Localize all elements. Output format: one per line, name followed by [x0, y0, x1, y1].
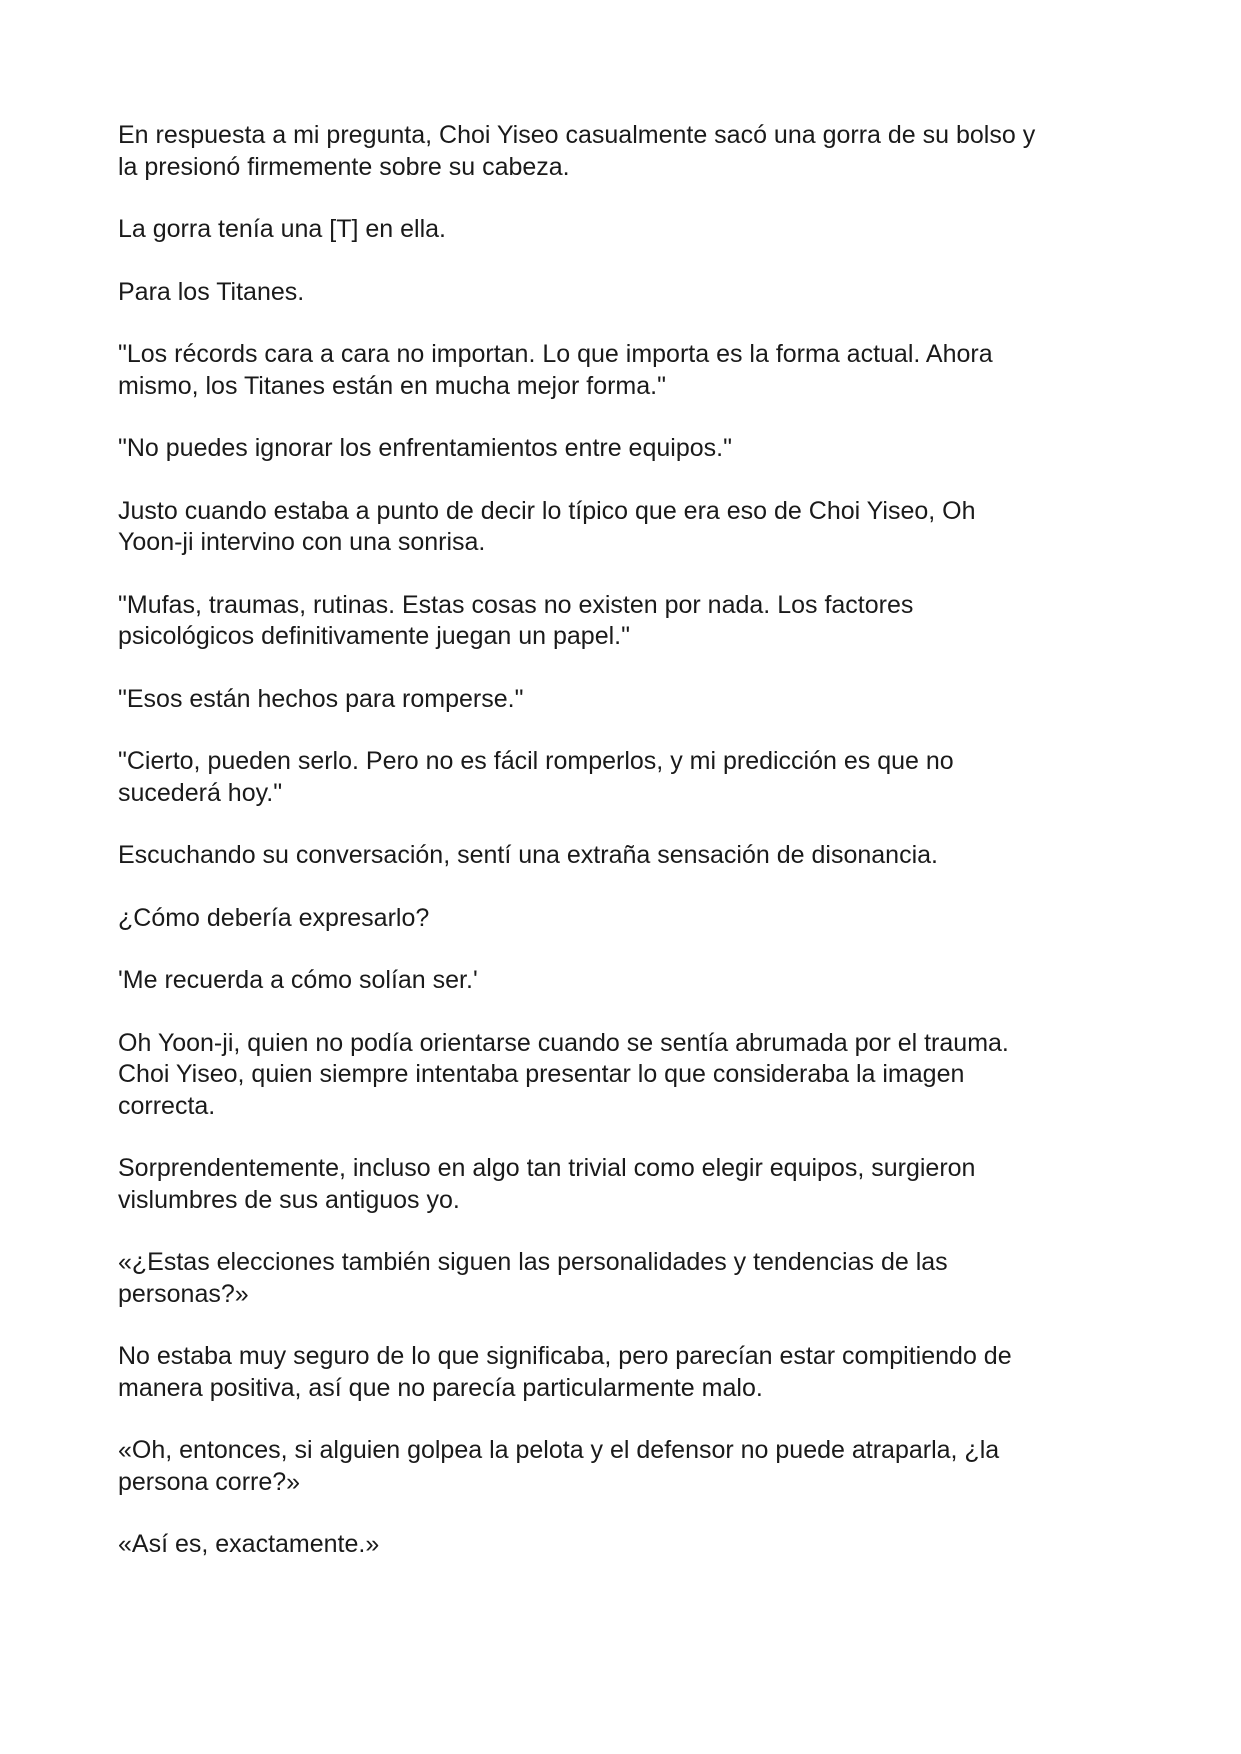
- paragraph: "Los récords cara a cara no importan. Lo que importa es la forma actual. Ahora mismo, los Titanes están en mucha mejor forma.": [118, 340, 993, 400]
- paragraph: Sorprendentemente, incluso en algo tan trivial como elegir equipos, surgieron vislumbres de sus antiguos yo.: [118, 1154, 976, 1214]
- document-body: [118, 120, 1128, 1592]
- paragraph: "Mufas, traumas, rutinas. Estas cosas no existen por nada. Los factores psicológicos definitivamente juegan un papel.": [118, 590, 914, 650]
- paragraph: "Esos están hechos para romperse.": [118, 684, 524, 713]
- paragraph: ¿Cómo debería expresarlo?: [118, 903, 430, 932]
- paragraph: Escuchando su conversación, sentí una extraña sensación de disonancia.: [118, 841, 938, 869]
- paragraph: «Así es, exactamente.»: [118, 1530, 380, 1558]
- paragraph: "Cierto, pueden serlo. Pero no es fácil romperlos, y mi predicción es que no sucederá hoy.": [118, 747, 954, 807]
- paragraph: "No puedes ignorar los enfrentamientos entre equipos.": [118, 434, 732, 462]
- paragraph: Justo cuando estaba a punto de decir lo típico que era eso de Choi Yiseo, Oh Yoon-ji intervino con una sonrisa.: [118, 496, 976, 556]
- paragraph: No estaba muy seguro de lo que significaba, pero parecían estar compitiendo de manera positiva, así que no parecía particularmente malo.: [118, 1342, 1012, 1402]
- paragraph: «¿Estas elecciones también siguen las personalidades y tendencias de las personas?»: [118, 1248, 948, 1308]
- paragraph: En respuesta a mi pregunta, Choi Yiseo casualmente sacó una gorra de su bolso y la presionó firmemente sobre su cabeza.: [118, 121, 1036, 181]
- paragraph: 'Me recuerda a cómo solían ser.': [118, 966, 478, 994]
- paragraph: La gorra tenía una [T] en ella.: [118, 215, 446, 243]
- paragraph: Para los Titanes.: [118, 277, 305, 306]
- paragraph: «Oh, entonces, si alguien golpea la pelota y el defensor no puede atraparla, ¿la persona corre?»: [118, 1436, 1000, 1496]
- paragraph: Oh Yoon-ji, quien no podía orientarse cuando se sentía abrumada por el trauma. Choi Yiseo, quien siempre intentaba presentar lo que consideraba la imagen correcta.: [118, 1028, 1009, 1120]
